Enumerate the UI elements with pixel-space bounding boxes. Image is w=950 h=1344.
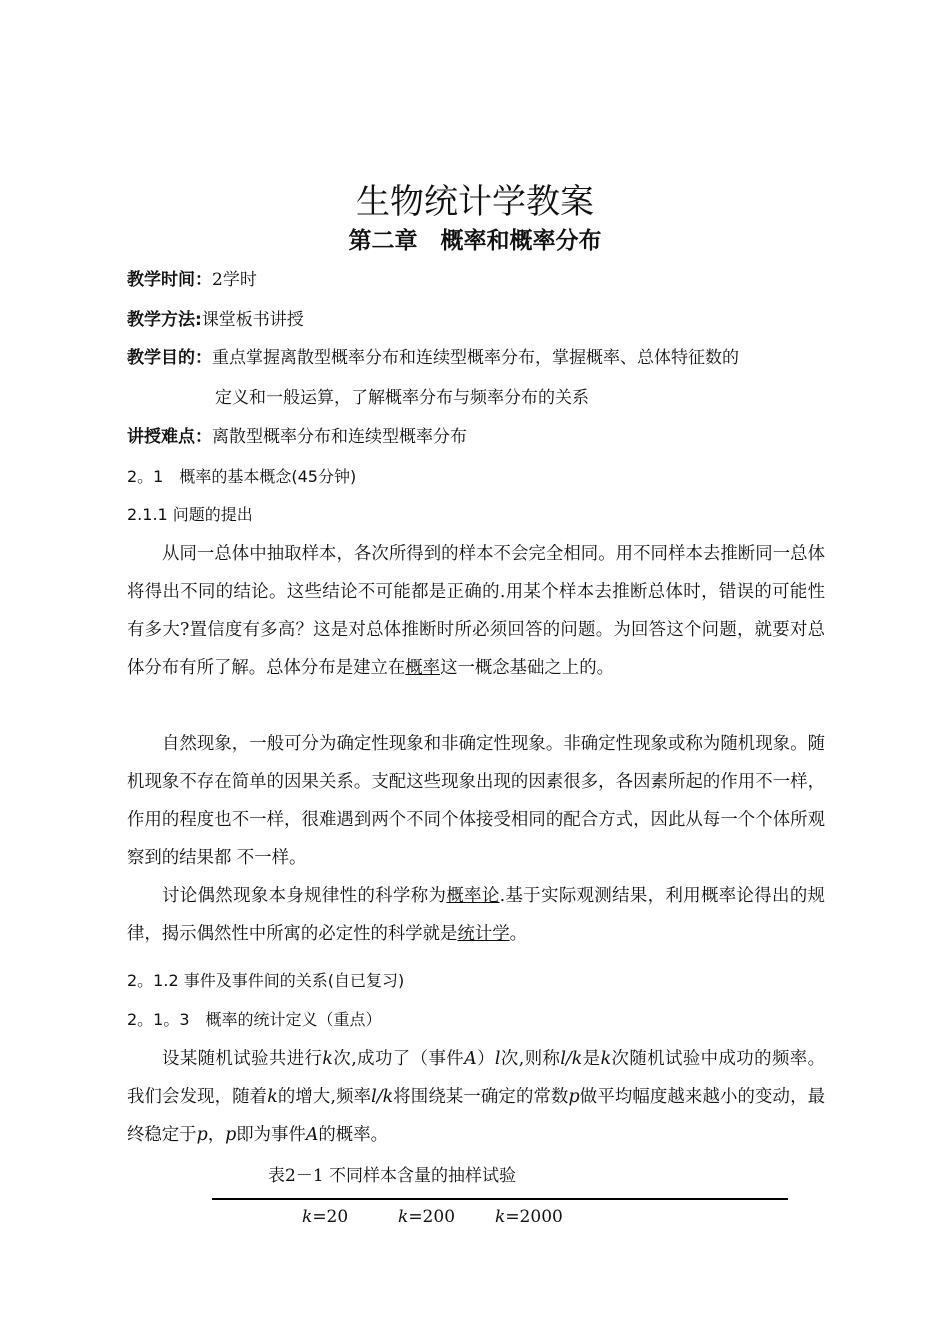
paragraph-text: 次随机试验中成功的频率。我们会发现，随着 <box>127 1049 825 1107</box>
teaching-time <box>127 268 257 292</box>
teaching-goal-value-line1: 重点掌握离散型概率分布和连续型概率分布，掌握概率、总体特征数的 <box>212 348 739 368</box>
term-statistics: 统计学 <box>457 924 510 944</box>
paragraph-problem <box>127 535 825 687</box>
paragraph-text: 设某随机试验共进行 <box>162 1049 323 1069</box>
paragraph-natural-phenomena: 自然现象，一般可分为确定性现象和非确定性现象。非确定性现象或称为随机现象。随机现象不存在简单的因果关系。支配这些现象出现的因素很多，各因素所起的作用不一样，作用的程度也不一样，很难遇到两个不同个体接受相同的配合方式，因此从每一个个体所观察到的结果都 不一样。 <box>127 734 825 868</box>
paragraph-text: 将围绕某一确定的常数 <box>393 1087 569 1107</box>
teaching-difficulty-label: 讲授难点： <box>127 427 212 447</box>
teaching-time-label: 教学时间： <box>127 270 212 290</box>
variable-k: k <box>600 1049 612 1069</box>
paragraph-text: 次,成功了（事件 <box>332 1049 465 1069</box>
chapter-title: 第二章 概率和概率分布 <box>348 228 602 254</box>
section-2-1-3-heading: 2。1。3 概率的统计定义（重点） <box>127 1010 382 1029</box>
variable-l-over-k: l/k <box>371 1087 394 1107</box>
paragraph-text: .基于实际观测结果，利用概率论得出的规律，揭示偶然性中所寓的必定性的科学就是 <box>127 886 825 944</box>
variable-l-over-k: l/k <box>560 1049 583 1069</box>
table-header-k20 <box>302 1205 348 1229</box>
variable-k: k <box>398 1207 409 1227</box>
teaching-method-label: 教学方法: <box>127 310 202 330</box>
variable-p: p <box>225 1125 237 1145</box>
variable-k: k <box>267 1087 278 1107</box>
paragraph-probability-definition <box>127 1040 825 1154</box>
variable-a: A <box>464 1049 477 1069</box>
paragraph-text: 。 <box>509 924 528 944</box>
variable-p: p <box>196 1125 208 1145</box>
teaching-method <box>127 308 304 332</box>
term-probability: 概率 <box>405 658 441 678</box>
paragraph-text: 这一概念基础之上的。 <box>440 658 614 678</box>
paragraph-text: 讨论偶然现象本身规律性的科学称为 <box>162 886 447 906</box>
column-value: =200 <box>408 1207 456 1227</box>
table-caption: 表2－1 不同样本含量的抽样试验 <box>268 1166 517 1186</box>
teaching-goal-value-line2: 定义和一般运算，了解概率分布与频率分布的关系 <box>215 388 589 408</box>
paragraph-text: 次,则称 <box>500 1049 561 1069</box>
variable-k: k <box>302 1207 313 1227</box>
table-header-k200 <box>398 1205 455 1229</box>
paragraph-text: ） <box>476 1049 495 1069</box>
variable-k: k <box>322 1049 333 1069</box>
teaching-goal-label: 教学目的： <box>127 348 212 368</box>
variable-p: p <box>568 1087 580 1107</box>
teaching-method-value: 课堂板书讲授 <box>201 310 304 330</box>
section-2-1-heading: 2。1 概率的基本概念(45分钟) <box>127 467 357 486</box>
teaching-goal <box>127 346 739 370</box>
variable-l: l <box>494 1049 501 1069</box>
document-title: 生物统计学教案 <box>356 182 594 222</box>
table-header-k2000 <box>495 1205 563 1229</box>
section-2-1-2-heading: 2。1.2 事件及事件间的关系(自已复习) <box>127 971 405 990</box>
variable-a: A <box>305 1125 319 1145</box>
paragraph-text: ， <box>207 1125 226 1145</box>
paragraph-text: 即为事件 <box>236 1125 306 1145</box>
paragraph-text: 做平均幅度越来越小的变动，最终稳定于 <box>127 1087 825 1145</box>
section-2-1-1-heading: 2.1.1 问题的提出 <box>127 505 253 524</box>
paragraph-text: 从同一总体中抽取样本，各次所得到的样本不会完全相同。用不同样本去推断同一总体将得出不同的结论。这些结论不可能都是正确的.用某个样本去推断总体时，错误的可能性有多大?置信度有多高？这是对总体推断时所必须回答的问题。为回答这个问题，就要对总体分布有所了解。总体分布是建立在 <box>127 544 825 678</box>
teaching-difficulty <box>127 425 467 449</box>
term-probability-theory: 概率论 <box>446 886 500 906</box>
variable-k: k <box>495 1207 506 1227</box>
paragraph-text: 是 <box>582 1049 601 1069</box>
teaching-time-value: 2学时 <box>212 270 257 290</box>
paragraph-text: 的增大,频率 <box>277 1087 372 1107</box>
teaching-difficulty-value: 离散型概率分布和连续型概率分布 <box>212 427 467 447</box>
column-value: =20 <box>312 1207 349 1227</box>
table-top-rule <box>212 1198 788 1200</box>
paragraph-statistics <box>127 877 825 953</box>
paragraph-text: 的概率。 <box>318 1125 388 1145</box>
column-value: =2000 <box>505 1207 563 1227</box>
